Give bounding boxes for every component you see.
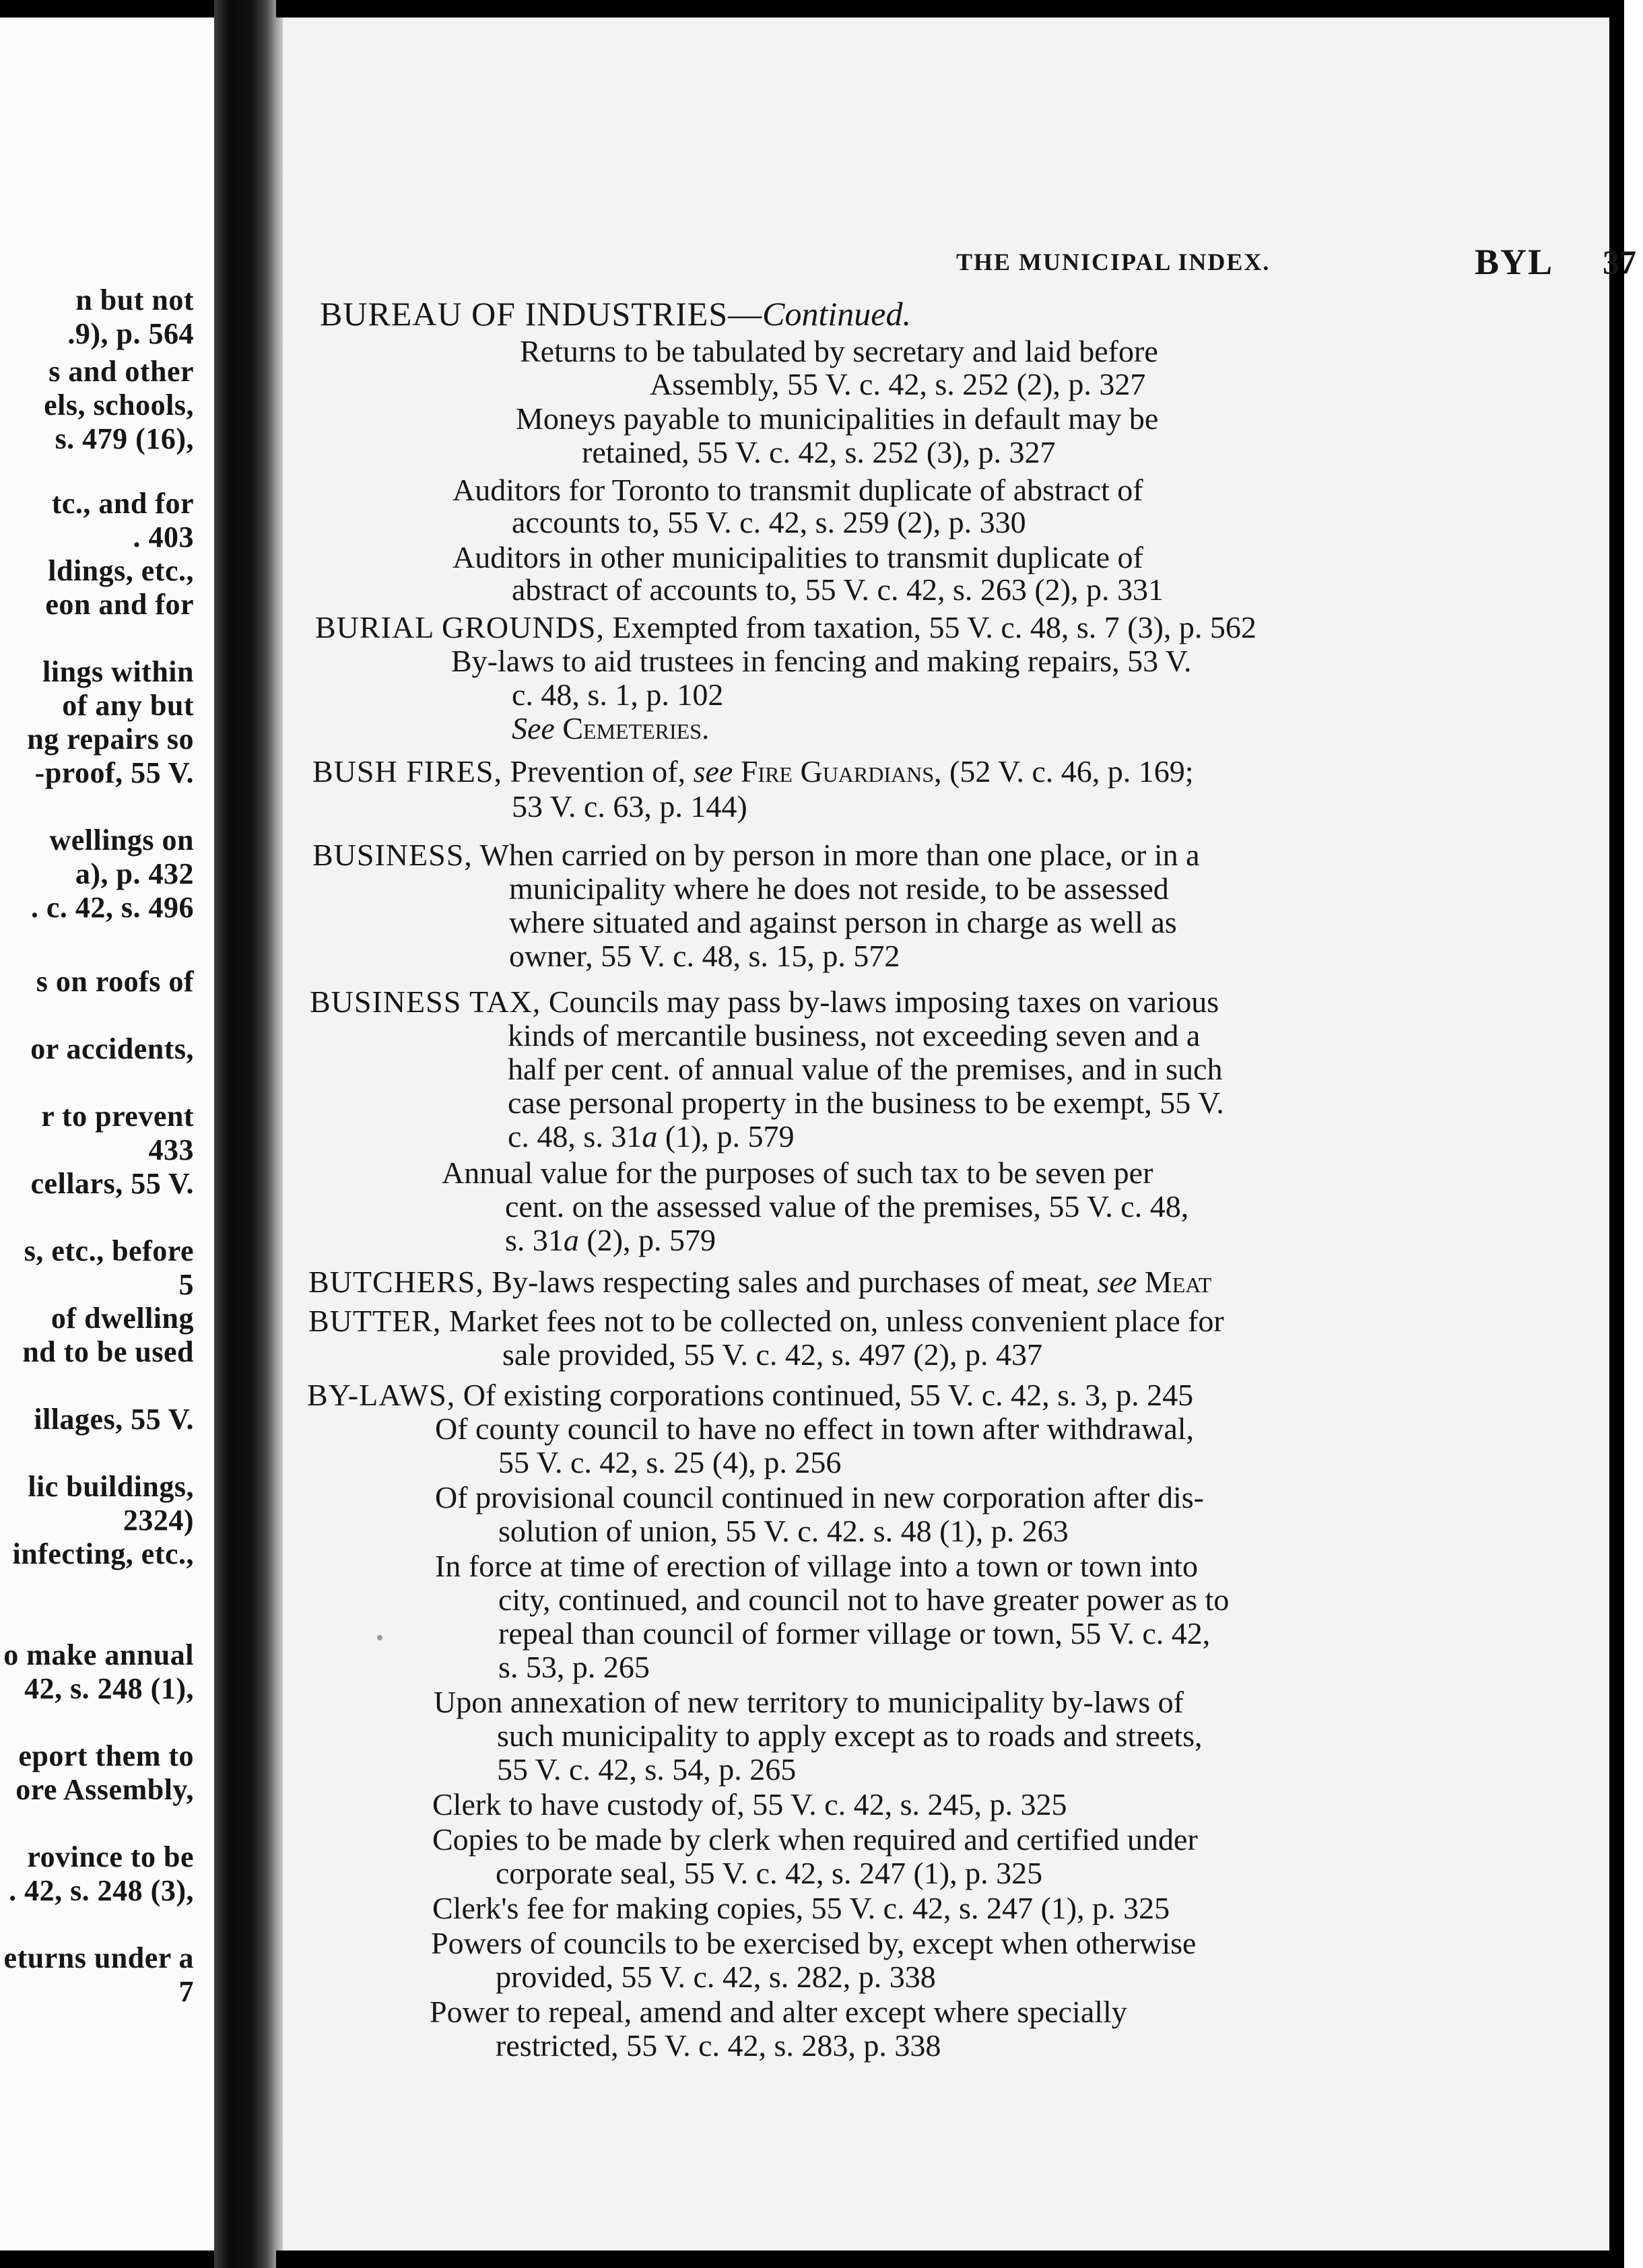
index-subentry-continuation: corporate seal, 55 V. c. 42, s. 247 (1), p. 325 <box>496 1856 1043 1890</box>
left-page-line: n but not <box>75 284 194 316</box>
index-subentry-continuation: accounts to, 55 V. c. 42, s. 259 (2), p. 330 <box>512 505 1026 539</box>
left-page-line: of dwelling <box>51 1302 194 1335</box>
index-subentry-continuation: abstract of accounts to, 55 V. c. 42, s. 263 (2), p. 331 <box>512 572 1164 607</box>
index-subentry: Of provisional council continued in new corporation after dis- <box>435 1480 1205 1514</box>
left-page-line: 7 <box>178 1975 194 2008</box>
index-subentry-continuation: solution of union, 55 V. c. 42. s. 48 (1), p. 263 <box>498 1514 1069 1548</box>
index-subentry-continuation: cent. on the assessed value of the premises, 55 V. c. 48, <box>505 1189 1189 1224</box>
index-subentry-continuation: c. 48, s. 31a (1), p. 579 <box>508 1119 795 1154</box>
index-page <box>283 18 1636 2250</box>
index-subentry-continuation: city, continued, and council not to have greater power as to <box>498 1582 1230 1617</box>
index-subentry-continuation: where situated and against person in charge as well as <box>509 905 1177 939</box>
index-subentry-continuation: municipality where he does not reside, to be assessed <box>509 871 1169 906</box>
index-entry-heading: BUSH FIRES, Prevention of, see Fire Guardians, (52 V. c. 46, p. 169; <box>312 754 1194 789</box>
index-subentry: By-laws to aid trustees in fencing and making repairs, 53 V. <box>451 644 1192 678</box>
entry-head-business-tax: BUSINESS TAX, <box>310 985 541 1019</box>
index-subentry-continuation: restricted, 55 V. c. 42, s. 283, p. 338 <box>496 2028 941 2063</box>
index-subentry-continuation: c. 48, s. 1, p. 102 <box>512 677 724 712</box>
left-page-line: lings within <box>42 655 194 688</box>
index-subentry: Auditors in other municipalities to transmit duplicate of <box>452 540 1143 574</box>
left-page-line: nd to be used <box>22 1335 194 1368</box>
entry-head-by-laws: BY-LAWS, <box>307 1378 456 1412</box>
scan-speck <box>377 1635 382 1640</box>
running-title: THE MUNICIPAL INDEX. <box>956 248 1271 275</box>
index-subentry-continuation: repeal than council of former village or town, 55 V. c. 42, <box>498 1616 1211 1650</box>
index-subentry-continuation: Assembly, 55 V. c. 42, s. 252 (2), p. 327 <box>650 367 1146 401</box>
left-page-line: r to prevent <box>41 1100 194 1133</box>
index-subentry-continuation: 53 V. c. 63, p. 144) <box>512 789 747 824</box>
left-page-line: 2324) <box>123 1504 194 1537</box>
left-page-line: ng repairs so <box>27 723 194 756</box>
left-page-line: wellings on <box>49 824 194 857</box>
left-page-line: 433 <box>148 1133 194 1166</box>
index-subentry-continuation: 55 V. c. 42, s. 25 (4), p. 256 <box>498 1445 842 1479</box>
left-page-line: cellars, 55 V. <box>30 1167 194 1200</box>
index-entry-heading: BUTTER, Market fees not to be collected on, unless convenient place for <box>308 1304 1224 1338</box>
entry-head-butter: BUTTER, <box>308 1304 442 1338</box>
index-subentry: Auditors for Toronto to transmit duplicate of abstract of <box>452 473 1143 507</box>
index-subentry: Clerk's fee for making copies, 55 V. c. 42, s. 247 (1), p. 325 <box>432 1891 1170 1925</box>
index-subentry: Clerk to have custody of, 55 V. c. 42, s. 245, p. 325 <box>432 1787 1067 1822</box>
index-subentry-continuation: s. 31a (2), p. 579 <box>505 1223 716 1257</box>
left-page-line: illages, 55 V. <box>34 1403 194 1436</box>
left-page-line: ore Assembly, <box>15 1773 194 1806</box>
index-subentry-continuation: half per cent. of annual value of the premises, and in such <box>508 1052 1223 1086</box>
left-page-line: .9), p. 564 <box>67 317 194 350</box>
page-number: 37 <box>1603 243 1636 281</box>
left-page-line: ldings, etc., <box>48 554 194 587</box>
left-facing-page <box>0 18 214 2250</box>
index-subentry: Upon annexation of new territory to municipality by-laws of <box>434 1685 1184 1719</box>
left-page-line: rovince to be <box>27 1840 194 1873</box>
left-page-line: lic buildings, <box>28 1470 194 1503</box>
index-entry-heading: BUSINESS TAX, Councils may pass by-laws imposing taxes on various <box>310 985 1219 1019</box>
left-page-line: infecting, etc., <box>12 1537 194 1570</box>
entry-head-bureau: BUREAU OF INDUSTRIES— <box>320 295 763 333</box>
entry-head-bush-fires: BUSH FIRES, <box>312 754 502 789</box>
index-subentry-continuation: provided, 55 V. c. 42, s. 282, p. 338 <box>496 1960 936 1994</box>
index-subentry: Powers of councils to be exercised by, except when otherwise <box>431 1926 1197 1960</box>
index-subentry-continuation: case personal property in the business to be exempt, 55 V. <box>508 1086 1224 1120</box>
left-page-line: s. 479 (16), <box>55 422 194 455</box>
index-subentry: Returns to be tabulated by secretary and laid before <box>520 334 1158 368</box>
index-subentry-continuation: such municipality to apply except as to roads and streets, <box>497 1719 1203 1753</box>
left-page-line: eturns under a <box>3 1941 194 1974</box>
index-subentry: Copies to be made by clerk when required and certified under <box>432 1822 1198 1857</box>
index-subentry-continuation: kinds of mercantile business, not exceeding seven and a <box>508 1018 1201 1053</box>
left-page-line: eport them to <box>18 1739 194 1772</box>
index-entry-heading: BUSINESS, When carried on by person in more than one place, or in a <box>312 838 1200 872</box>
index-entry-heading: BY-LAWS, Of existing corporations continued, 55 V. c. 42, s. 3, p. 245 <box>307 1378 1194 1412</box>
index-subentry: Power to repeal, amend and alter except where specially <box>430 1995 1127 2029</box>
continued-label: Continued. <box>762 295 911 333</box>
scan-border-right <box>1609 0 1624 2268</box>
left-page-line: of any but <box>62 689 194 722</box>
index-entry-heading <box>320 296 911 331</box>
index-subentry: Of county council to have no effect in town after withdrawal, <box>435 1411 1195 1446</box>
left-page-line: or accidents, <box>30 1032 194 1065</box>
left-page-line: 42, s. 248 (1), <box>24 1672 194 1705</box>
left-page-line: -proof, 55 V. <box>34 756 194 789</box>
left-page-line: . 403 <box>133 521 194 554</box>
section-key: BYL <box>1475 242 1554 282</box>
entry-head-burial-grounds: BURIAL GROUNDS, <box>315 610 605 644</box>
left-page-line: . c. 42, s. 496 <box>30 891 194 924</box>
left-page-line: eon and for <box>45 588 194 621</box>
left-page-line: . 42, s. 248 (3), <box>9 1874 194 1907</box>
left-page-line: s and other <box>48 355 194 388</box>
index-subentry: Annual value for the purposes of such tax to be seven per <box>442 1156 1153 1190</box>
index-entry-heading: BUTCHERS, By-laws respecting sales and purchases of meat, see Meat <box>308 1265 1212 1299</box>
book-binding-gutter <box>214 0 276 2268</box>
index-entry-heading: BURIAL GROUNDS, Exempted from taxation, 55 V. c. 48, s. 7 (3), p. 562 <box>315 610 1256 644</box>
index-subentry-continuation: s. 53, p. 265 <box>498 1650 650 1684</box>
cross-reference: See Cemeteries. <box>512 711 710 745</box>
left-page-line: s on roofs of <box>36 965 194 998</box>
entry-head-business: BUSINESS, <box>312 838 473 872</box>
left-page-line: a), p. 432 <box>75 857 194 890</box>
index-subentry: In force at time of erection of village into a town or town into <box>435 1549 1199 1583</box>
index-subentry-continuation: 55 V. c. 42, s. 54, p. 265 <box>497 1752 797 1787</box>
index-subentry: Moneys payable to municipalities in default may be <box>516 401 1159 436</box>
index-subentry-continuation: owner, 55 V. c. 48, s. 15, p. 572 <box>509 939 900 973</box>
left-page-line: els, schools, <box>44 389 194 422</box>
index-subentry-continuation: sale provided, 55 V. c. 42, s. 497 (2), p. 437 <box>502 1337 1042 1372</box>
left-page-line: tc., and for <box>51 487 194 520</box>
left-page-line: o make annual <box>3 1638 194 1671</box>
entry-head-butchers: BUTCHERS, <box>308 1265 484 1299</box>
page-header <box>673 241 1643 288</box>
index-subentry-continuation: retained, 55 V. c. 42, s. 252 (3), p. 327 <box>582 435 1056 469</box>
left-page-line: 5 <box>178 1268 194 1301</box>
left-page-line: s, etc., before <box>24 1234 194 1267</box>
